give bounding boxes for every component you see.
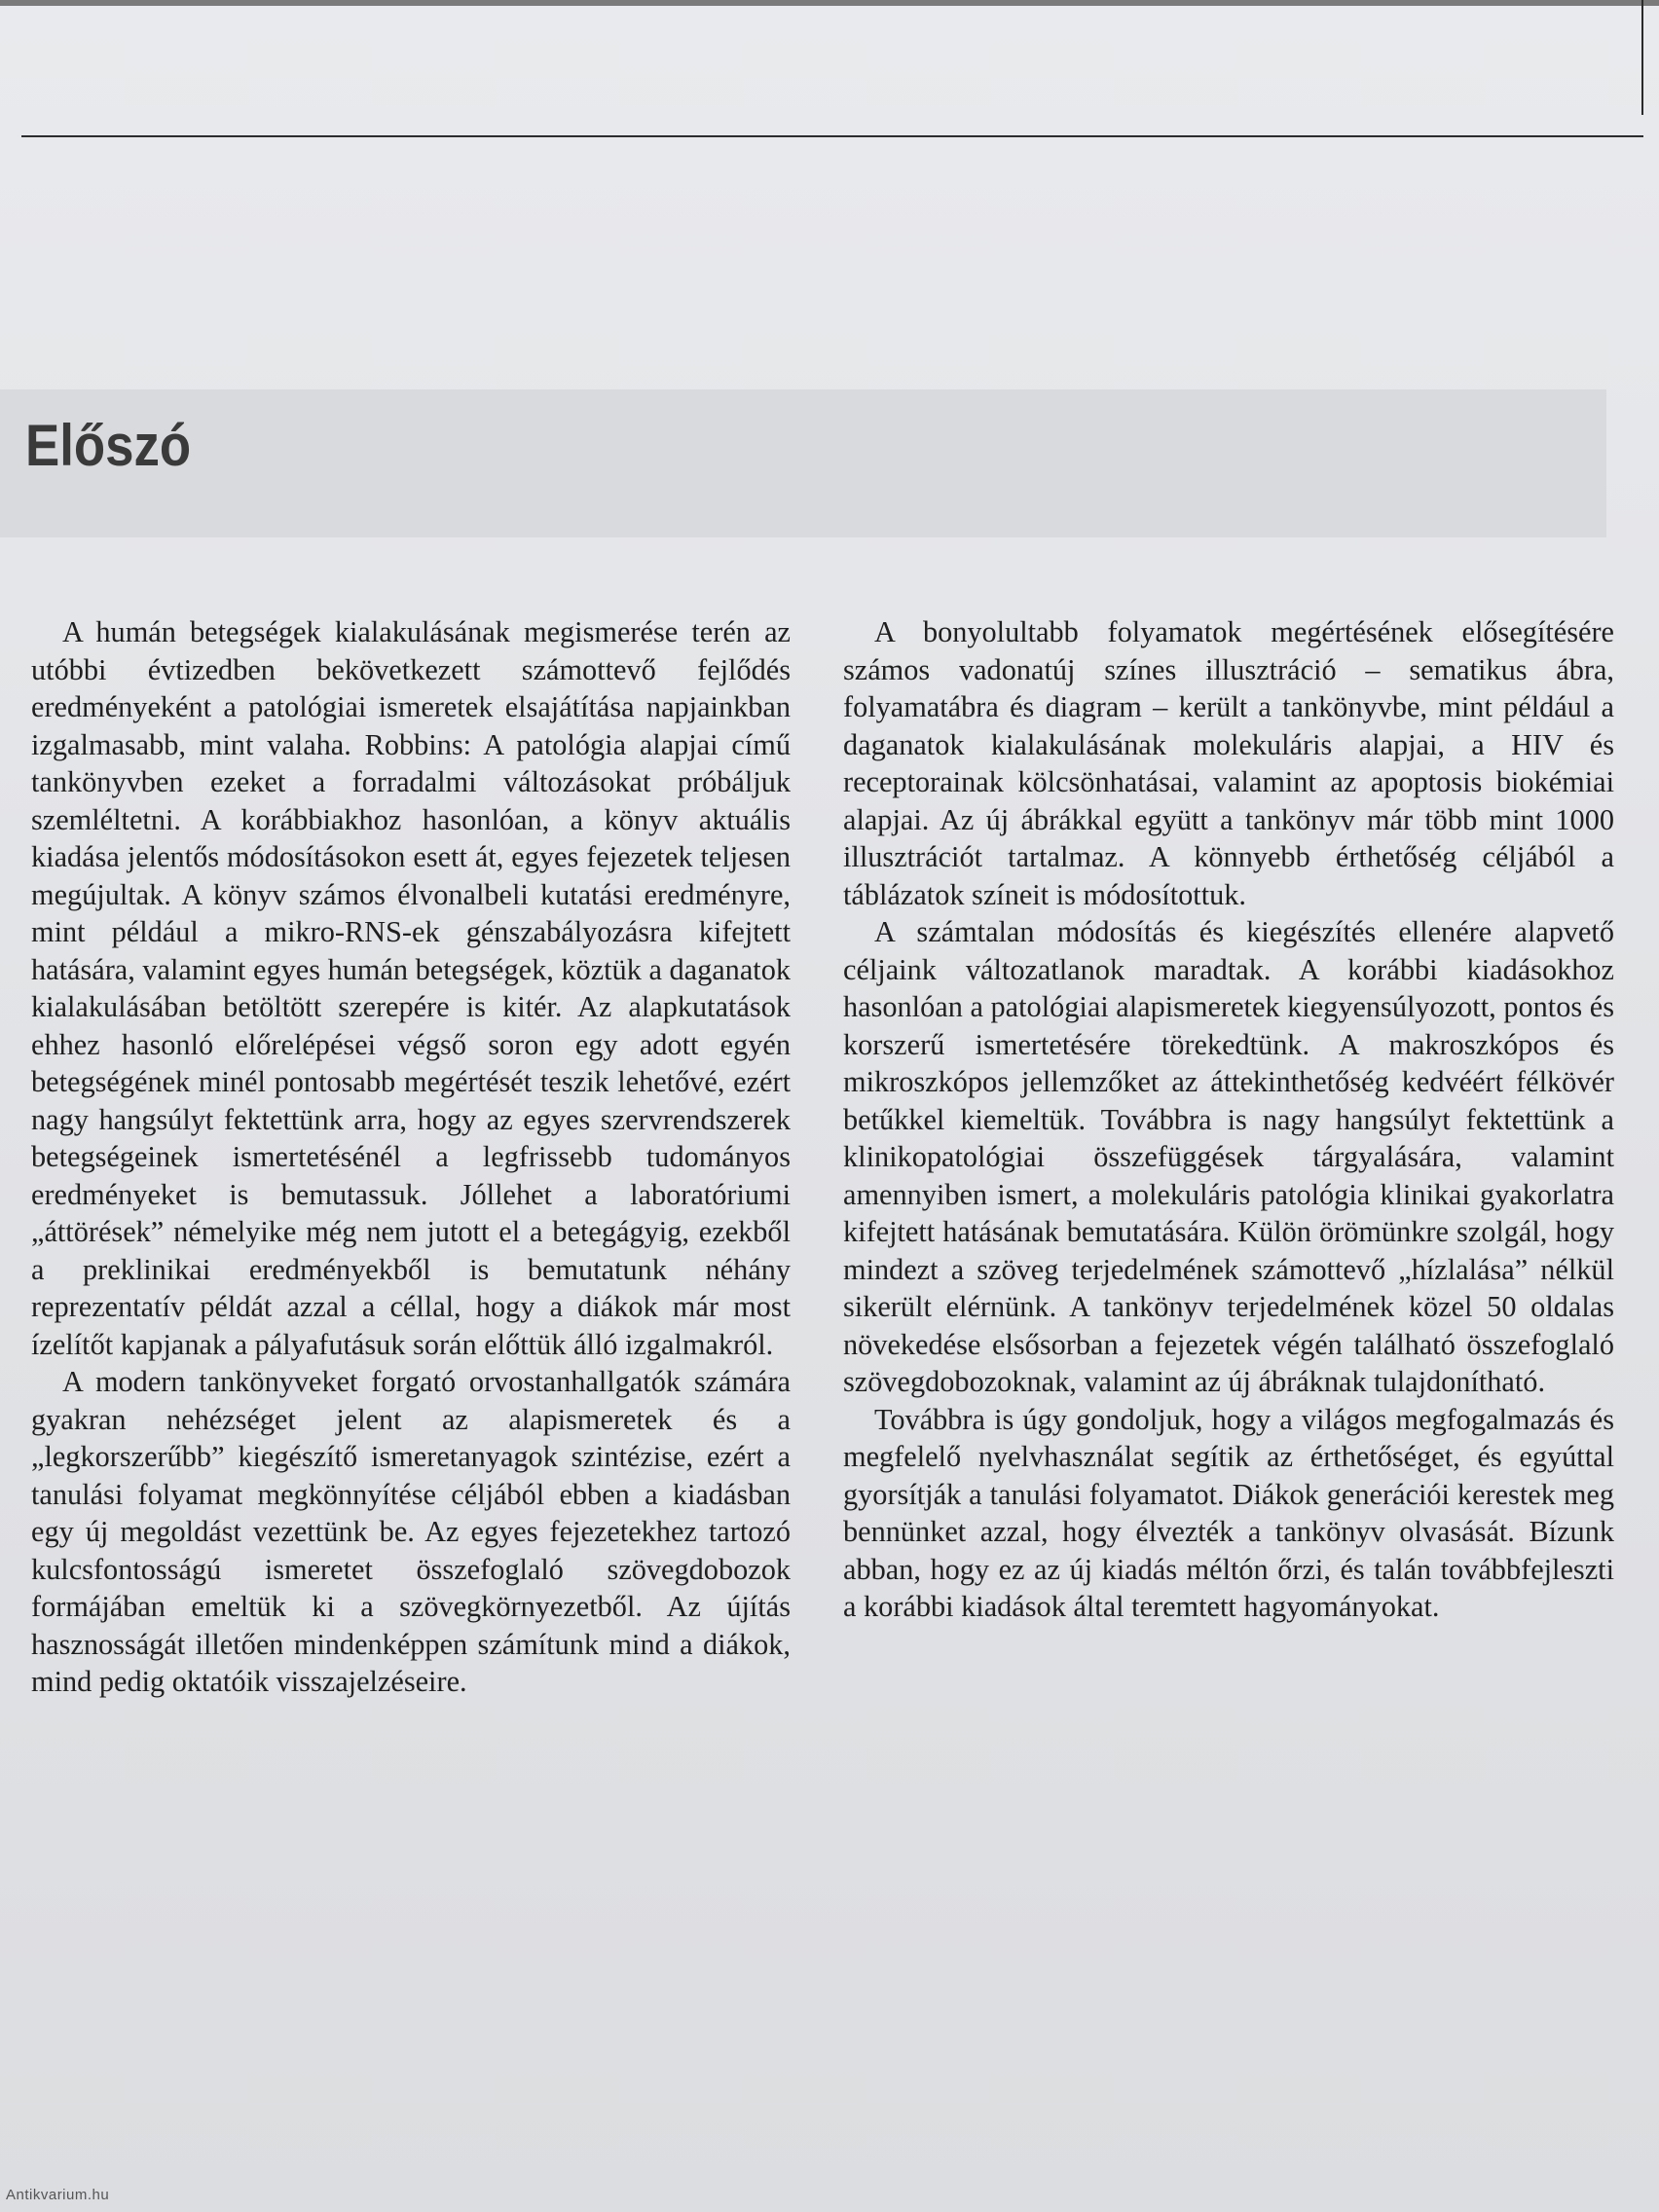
title-band: [0, 389, 1606, 537]
right-vertical-rule: [1641, 0, 1643, 115]
top-page-edge: [0, 0, 1659, 6]
chapter-title: Előszó: [25, 413, 192, 478]
left-column: [31, 613, 791, 1701]
paragraph: A modern tankönyveket forgató orvostanhallgatók számára gyakran nehézséget jelent az alapismeretek és a „legkorszerűbb” kiegészítő ismeretanyagok szintézise, ezért a tanulási folyamat megkönnyítése céljából ebben a kiadásban egy új megoldást vezettünk be. Az egyes fejezetekhez tartozó kulcsfontosságú ismeretet összefoglaló szövegdobozok formájában emeltük ki a szövegkörnyezetből. Az újítás hasznosságát illetően mindenképpen számítunk mind a diákok, mind pedig oktatóik visszajelzéseire.: [31, 1365, 791, 1698]
paragraph: A humán betegségek kialakulásának megismerése terén az utóbbi évtizedben bekövetkezett számottevő fejlődés eredményeként a patológiai ismeretek elsajátítása napjainkban izgalmasabb, mint valaha. Robbins: A patológia alapjai című tankönyvben ezeket a forradalmi változásokat próbáljuk szemléltetni. A korábbiakhoz hasonlóan, a könyv aktuális kiadása jelentős módosításokon esett át, egyes fejezetek teljesen megújultak. A könyv számos élvonalbeli kutatási eredményre, mint például a mikro-RNS-ek génszabályozásra kifejtett hatására, valamint egyes humán betegségek, köztük a daganatok kialakulásában betöltött szerepére is kitér. Az alapkutatások ehhez hasonló előrelépései végső soron egy adott egyén betegségének minél pontosabb megértését teszik lehetővé, ezért nagy hangsúlyt fektettünk arra, hogy az egyes szervrendszerek betegségeinek ismertetésénél a legfrissebb tudományos eredményeket is bemutassuk. Jóllehet a laboratóriumi „áttörések” némelyike még nem jutott el a betegágyig, ezekből a preklinikai eredményekből is bemutatunk néhány reprezentatív példát azzal a céllal, hogy a diákok már most ízelítőt kapjanak a pályafutásuk során előttük álló izgalmakról.: [31, 615, 791, 1361]
right-column: [843, 613, 1614, 1626]
header-rule: [21, 135, 1643, 137]
watermark: Antikvarium.hu: [6, 2187, 110, 2203]
paragraph: A számtalan módosítás és kiegészítés ellenére alapvető céljaink változatlanok maradtak. A korábbi kiadásokhoz hasonlóan a patológiai alapismeretek kiegyensúlyozott, pontos és korszerű ismertetésére törekedtünk. A makroszkópos és mikroszkópos jellemzőket az áttekinthetőség kedvéért félkövér betűkkel kiemeltük. Továbbra is nagy hangsúlyt fektettünk a klinikopatológiai összefüggések tárgyalására, valamint amennyiben ismert, a molekuláris patológia klinikai gyakorlatra kifejtett hatásának bemutatására. Külön örömünkre szolgál, hogy mindezt a szöveg terjedelmének számottevő „hízlalása” nélkül sikerült elérnünk. A tankönyv terjedelmének közel 50 oldalas növekedése elsősorban a fejezetek végén található összefoglaló szövegdobozoknak, valamint az új ábráknak tulajdonítható.: [843, 915, 1614, 1398]
paragraph: Továbbra is úgy gondoljuk, hogy a világos megfogalmazás és megfelelő nyelvhasználat segítik az érthetőséget, és egyúttal gyorsítják a tanulási folyamatot. Diákok generációi kerestek meg bennünket azzal, hogy élvezték a tankönyv olvasását. Bízunk abban, hogy ez az új kiadás méltón őrzi, és talán továbbfejleszti a korábbi kiadások által teremtett hagyományokat.: [843, 1402, 1614, 1623]
paragraph: A bonyolultabb folyamatok megértésének elősegítésére számos vadonatúj színes illusztráció – sematikus ábra, folyamatábra és diagram – került a tankönyvbe, mint például a daganatok kialakulásának molekuláris alapjai, a HIV és receptorainak kölcsönhatásai, valamint az apoptosis biokémiai alapjai. Az új ábrákkal együtt a tankönyv már több mint 1000 illusztrációt tartalmaz. A könnyebb érthetőség céljából a táblázatok színeit is módosítottuk.: [843, 615, 1614, 911]
